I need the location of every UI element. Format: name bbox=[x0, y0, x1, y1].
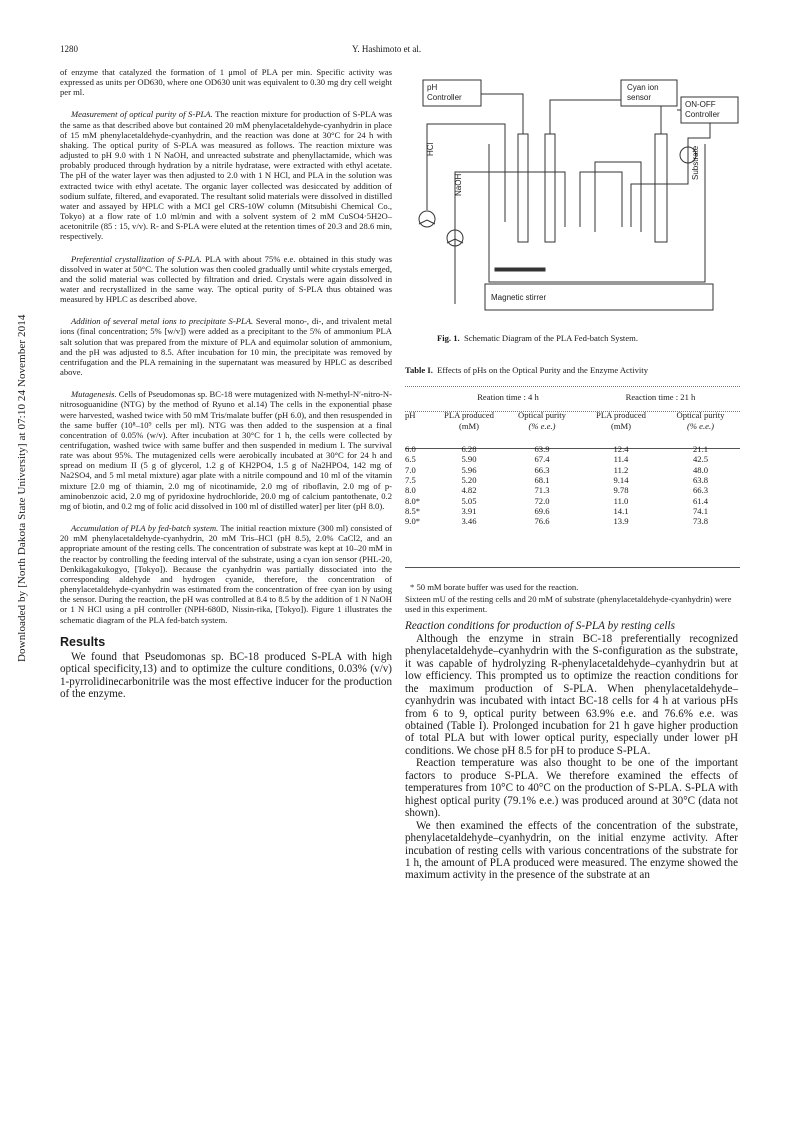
figure-fed-batch-diagram bbox=[405, 72, 740, 322]
table-caption-text: Effects of pHs on the Optical Purity and the Enzyme Activity bbox=[437, 365, 648, 375]
paragraph-optimization: Although the enzyme in strain BC-18 preferentially recognized phenylacetaldehyde–cyanhydrin with the S-configuration as the substrate, it was capable of hydrolyzing R-phenylacetaldehyde–cyanhydrin but at low efficiency. This prompted us to optimize the reaction conditions for the maximum production of S-PLA. When phenylacetaldehyde–cyanhydrin was incubated with intact BC-18 cells for 4 h at various pHs from 6 to 9, optical purity between 63.9% e.e. and 76.6% e.e. was obtained (Table I). Prolonged incubation for 21 h gave higher production of total PLA but with lower optical purity, especially under lower pH conditions. We chose pH 8.5 for pH to produce S-PLA. bbox=[405, 632, 738, 757]
left-column bbox=[60, 67, 392, 700]
table-cell: 63.8 bbox=[692, 474, 709, 485]
table-cell: 63.9 bbox=[534, 444, 550, 455]
table-cell: 11.2 bbox=[613, 464, 629, 475]
right-column-body bbox=[405, 620, 738, 882]
table-cell: 68.1 bbox=[534, 474, 550, 485]
table-row bbox=[405, 454, 740, 464]
ph-controller-label-1: pH bbox=[427, 83, 438, 92]
table-cell: 4.82 bbox=[461, 485, 477, 496]
text-mutagenesis: Cells of Pseudomonas sp. BC-18 were mutagenized with N-methyl-N′-nitro-N-nitrosoguanidine (NTG) by the method of Ryuno et al.14) The cells in the exponential phase were harvested, washed twice with 50 mM Tris/malate buffer (pH 6.0), and then resuspended in the same buffer (10⁸–10⁹ cells per ml). NTG was then added to the suspension at a final concentration of 0.05% (w/v). After incubation at 30°C for 1 h, the cells were collected by centrifugation, washed twice with same buffer and then suspended in medium I. The survival rate was about 95%. The mutagenized cells were aerobically incubated at 30°C for 24 h and spread on medium II (5 g of glycerol, 1.2 g of KH2PO4, 1.5 g of Na2HPO4, 142 mg of Na2SO4, and 5 ml metal mixture) agar plate with a nitrile compound and 10 ml of the vitamin mixture [2.0 mg of thiamin, 2.0 mg of nicotinamide, 2.0 mg of riboflavin, 2.0 mg of p-aminobenzoic acid, 2.0 mg of pyridoxine hydrochloride, 20.0 mg of calcium pantothenate, 0.2 mg of biotin, and 0.2 mg of folic acid dissolved in 100 ml of distilled water] per liter (pH 8.0). bbox=[60, 389, 392, 511]
stirrer-label: Magnetic stirrer bbox=[491, 293, 547, 302]
table-caption bbox=[405, 365, 648, 375]
table-cell: 9.78 bbox=[613, 485, 629, 496]
table-row bbox=[405, 475, 740, 485]
cyan-sensor-label-1: Cyan ion bbox=[627, 83, 659, 92]
figure-caption bbox=[437, 333, 638, 343]
table-cell: 76.6 bbox=[534, 516, 550, 527]
table-cell: 72.0 bbox=[534, 495, 550, 506]
table-cell: 5.90 bbox=[461, 454, 477, 465]
table-cell-ph: 8.0* bbox=[405, 495, 421, 506]
table-cell: 11.0 bbox=[613, 495, 629, 506]
table-cell: 69.6 bbox=[534, 505, 550, 516]
table-cell: 5.05 bbox=[461, 495, 477, 506]
text-metal-ions: Several mono-, di-, and trivalent metal ions (final concentration; 5% [w/v]) were added as a precipitant to the 5% of ammonium PLA salt solution that was prepared from the mixture of PLA and equimolar solution of ammonium, and the pH was adjusted to 8.5. After incubation for 10 min, the precipitate was removed by centrifugation and the PLA remaining in the supernatant was measured by HPLC as described above. bbox=[60, 316, 392, 378]
table-row bbox=[405, 464, 740, 474]
group-header-21h: Reaction time : 21 h bbox=[625, 392, 696, 403]
table-ph-effects bbox=[405, 392, 740, 526]
col-header-pla-4h: PLA produced bbox=[444, 410, 494, 421]
heading-mutagenesis: Mutagenesis. bbox=[71, 389, 117, 400]
table-cell: 3.46 bbox=[461, 516, 477, 527]
text-crystallization: PLA with about 75% e.e. obtained in this study was dissolved in water at 50°C. The solution was then cooled gradually until white crystals emerged, and the solid material was collected by filtration and dried. Crystals were again dissolved in water and recrystallized in the same way. The optical purity of S-PLA thus obtained was measured by HPLC as described above. bbox=[60, 253, 393, 305]
table-row bbox=[405, 516, 740, 526]
running-header-authors: Y. Hashimoto et al. bbox=[352, 44, 422, 54]
cyan-sensor-label-2: sensor bbox=[627, 93, 652, 102]
table-cell: 42.5 bbox=[692, 454, 709, 465]
table-cell: 9.14 bbox=[613, 474, 629, 485]
results-heading: Results bbox=[60, 634, 106, 649]
table-cell-ph: 6.5 bbox=[405, 454, 416, 465]
col-unit-op-21h: (% e.e.) bbox=[687, 420, 714, 431]
table-bottom-rule bbox=[405, 567, 740, 568]
paragraph-temperature: Reaction temperature was also thought to be one of the important factors to produce S-PLA. We therefore examined the effects of temperatures from 10°C to 40°C on the production of S-PLA. S-PLA with highest optical purity (79.1% e.e.) was produced around at 30°C (data not shown). bbox=[405, 757, 738, 820]
heading-metal-ions: Addition of several metal ions to precipitate S-PLA. bbox=[71, 316, 254, 327]
substrate-label: Substrate bbox=[691, 145, 700, 180]
download-watermark: Downloaded by [North Dakota State University] at 07:10 24 November 2014 bbox=[16, 314, 28, 662]
table-cell: 14.1 bbox=[613, 505, 629, 516]
table-row bbox=[405, 495, 740, 505]
table-cell: 21.1 bbox=[692, 444, 709, 455]
col-unit-pla-4h: (mM) bbox=[458, 420, 480, 431]
heading-optical-purity: Measurement of optical purity of S-PLA. bbox=[71, 109, 213, 120]
table-cell: 74.1 bbox=[692, 505, 709, 516]
table-body bbox=[405, 444, 740, 526]
col-header-pla-21h: PLA produced bbox=[596, 410, 646, 421]
onoff-label-1: ON-OFF bbox=[685, 100, 716, 109]
paragraph-results: We found that Pseudomonas sp. BC-18 produced S-PLA with high optical specificity,13) and to optimize the culture conditions, 0.03% (v/v) 1-pyrrolidinecarbonitrile was the most effective inducer for the production of the enzyme. bbox=[60, 650, 392, 701]
table-caption-label: Table I. bbox=[405, 365, 433, 375]
table-cell-ph: 8.5* bbox=[405, 505, 421, 516]
table-cell: 12.4 bbox=[613, 444, 629, 455]
ph-controller-label-2: Controller bbox=[427, 93, 462, 102]
paragraph-mutagenesis bbox=[60, 389, 392, 511]
group-header-4h: Reation time : 4 h bbox=[477, 392, 539, 403]
table-row bbox=[405, 506, 740, 516]
paragraph-unit-definition: of enzyme that catalyzed the formation of 1 μmol of PLA per min. Specific activity was expressed as units per OD630, where one OD630 unit was equivalent to 0.30 mg dry cell weight per ml. bbox=[60, 67, 392, 98]
table-top-rule bbox=[405, 386, 740, 387]
col-unit-op-4h: (% e.e.) bbox=[528, 420, 556, 431]
table-cell-ph: 7.0 bbox=[405, 464, 416, 475]
onoff-label-2: Controller bbox=[685, 110, 720, 119]
table-cell: 11.4 bbox=[613, 454, 629, 465]
table-cell: 66.3 bbox=[692, 485, 709, 496]
section-heading-reaction-conditions: Reaction conditions for production of S-PLA by resting cells bbox=[405, 620, 675, 632]
table-cell-ph: 7.5 bbox=[405, 474, 416, 485]
figure-caption-text: Schematic Diagram of the PLA Fed-batch System. bbox=[463, 333, 638, 343]
text-optical-purity: The reaction mixture for production of S-PLA was the same as that described above but contained 20 mM phenylacetaldehyde-cyanhydrin in place of 15 mM phenylacetaldehyde-cyanhydrin, and the reaction was done at 30°C for 24 h with shaking. The optical purity of S-PLA was measured as follows. The reaction mixture was adjusted to pH 9.0 with 1 N NaOH, and unreacted substrate and phenyllactamide, which was probably produced through hydration by a nitrile hydratase, were extracted with ethyl acetate. The pH of the water layer was then adjusted to 2.0 with 1 N HCl, and PLA in the solution was extracted twice with ethyl acetate. The organic layer collected was desiccated by addition of sodium sulfate, filtered, and evaporated. The resultant solid materials were dissolved in distilled water and assayed by HPLC with a MCI gel CRS-10W column (Mitsubishi Chemical Co., Tokyo) at a flow rate of 1.0 ml/min and with a solvent system of 2 mM CuSO4·5H2O–acetonitrile (85 : 15, v/v). R- and S-PLA were eluted at the retention times of 20.3 and 28.6 min, respectively. bbox=[60, 109, 392, 242]
table-cell: 71.3 bbox=[534, 485, 550, 496]
figure-caption-label: Fig. 1. bbox=[437, 333, 460, 343]
table-cell: 73.8 bbox=[692, 516, 709, 527]
table-row bbox=[405, 444, 740, 454]
table-footnote-borate: * 50 mM borate buffer was used for the reaction. bbox=[410, 582, 579, 592]
col-header-ph: pH bbox=[405, 410, 416, 421]
table-footnote-conditions: Sixteen mU of the resting cells and 20 mM of substrate (phenylacetaldehyde-cyanhydrin) were used in this experiment. bbox=[405, 594, 732, 615]
col-unit-pla-21h: (mM) bbox=[610, 420, 632, 431]
text-fed-batch: The initial reaction mixture (300 ml) consisted of 20 mM phenylacetaldehyde-cyanhydrin, 20 mM Tris–HCl (pH 8.5), 2.0% CaCl2, and an appropriate amount of the resting cells. The concentration of substrate was kept at 10–20 mM in the reactor by controlling the feeding interval of the substrate, using a cyan ion sensor (PHL-20, Denkikagakukogyo, [Tokyo]). Because the cyanhydrin was partially dissociated into the corresponding aldehyde and hydrogen cyanide, therefore, the concentration of phenylacetaldehyde-cyanhydrin was estimated from the concentration of free cyan ion by using the sensor. During the reaction, the pH was controlled at 8.4 to 8.5 by the addition of 1 N NaOH or 1 N HCl using a pH controller (NPH-680D, Nissin-rika, [Tokyo]). Figure 1 illustrates the schematic diagram of the PLA fed-batch system. bbox=[60, 523, 392, 625]
table-cell: 67.4 bbox=[534, 454, 550, 465]
hcl-label: HCl bbox=[426, 142, 435, 156]
paragraph-crystallization bbox=[60, 254, 392, 305]
table-cell-ph: 8.0 bbox=[405, 485, 416, 496]
table-cell: 3.91 bbox=[461, 505, 477, 516]
paragraph-optical-purity bbox=[60, 109, 392, 241]
heading-crystallization: Preferential crystallization of S-PLA. bbox=[71, 253, 202, 264]
col-header-op-4h: Optical purity bbox=[518, 410, 566, 421]
page-number: 1280 bbox=[60, 44, 78, 54]
table-row bbox=[405, 485, 740, 495]
table-cell-ph: 6.0 bbox=[405, 444, 416, 455]
paragraph-metal-ions bbox=[60, 316, 392, 377]
table-cell: 5.96 bbox=[461, 464, 477, 475]
table-cell: 61.4 bbox=[692, 495, 709, 506]
paragraph-fed-batch bbox=[60, 523, 392, 625]
col-header-op-21h: Optical purity bbox=[676, 410, 725, 421]
table-cell: 6.28 bbox=[461, 444, 477, 455]
heading-fed-batch: Accumulation of PLA by fed-batch system. bbox=[71, 523, 219, 534]
table-cell-ph: 9.0* bbox=[405, 516, 421, 527]
table-cell: 48.0 bbox=[692, 464, 709, 475]
table-cell: 66.3 bbox=[534, 464, 550, 475]
table-cell: 5.20 bbox=[461, 474, 477, 485]
table-cell: 13.9 bbox=[613, 516, 629, 527]
naoh-label: NaOH bbox=[454, 173, 463, 196]
paragraph-substrate-concentration: We then examined the effects of the concentration of the substrate, phenylacetaldehyde–cyanhydrin, on the initial enzyme activity. After incubation of resting cells with various concentrations of the substrate for 1 h, the amount of PLA produced were measured. The enzyme showed the maximum activity in the presence of the substrate at an bbox=[405, 819, 738, 882]
